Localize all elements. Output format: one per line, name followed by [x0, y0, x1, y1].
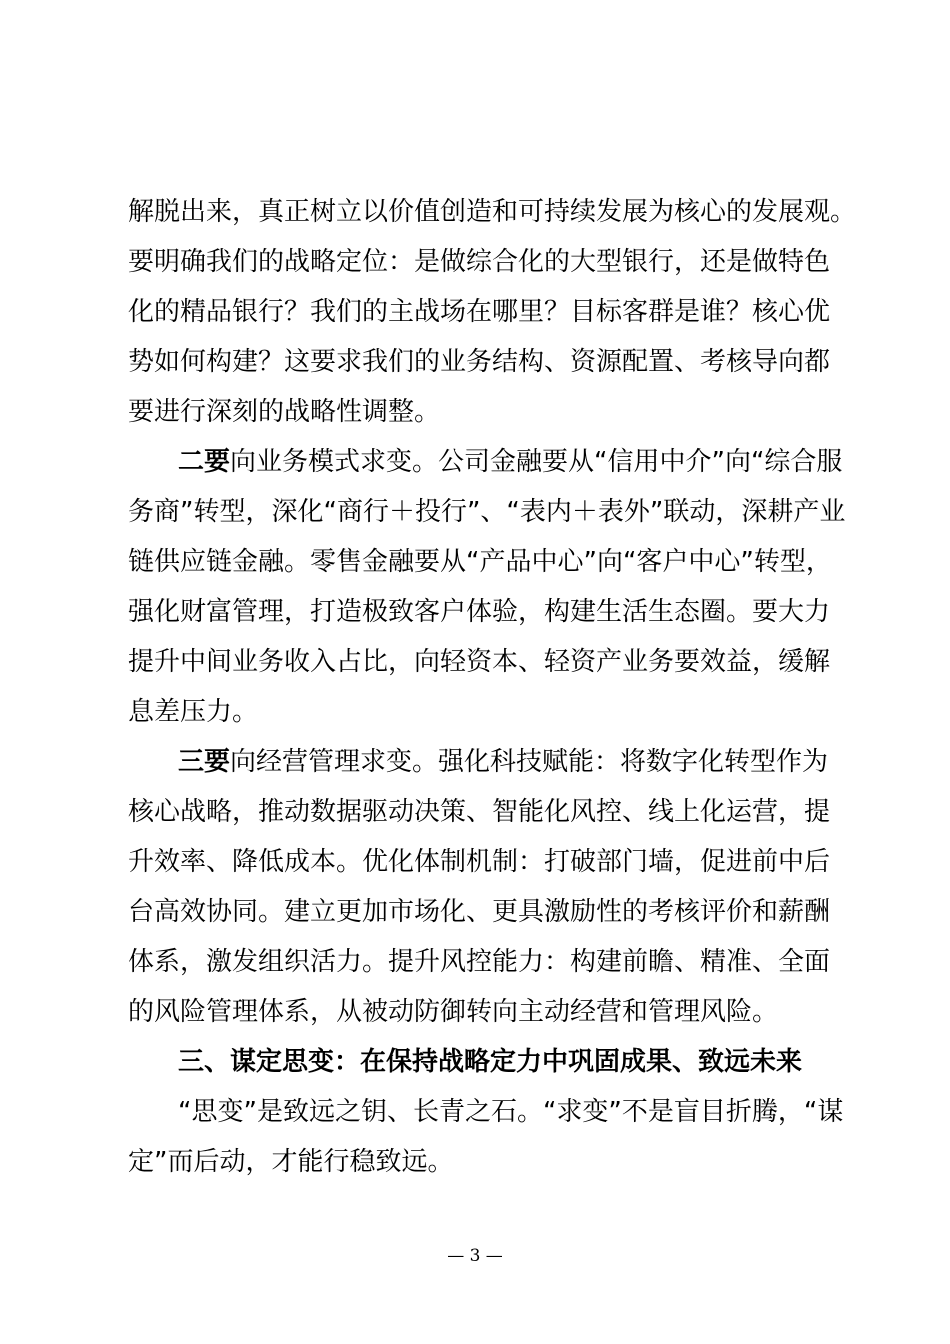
paragraph-first-line: “思变”是致远之钥、长青之石。“求变”不是盲目折腾，“谋: [178, 1097, 844, 1127]
body-line: 定”而后动，才能行稳致远。: [128, 1147, 454, 1177]
body-line: 链供应链金融。零售金融要从“产品中心”向“客户中心”转型，: [128, 547, 832, 577]
body-line: 强化财富管理，打造极致客户体验，构建生活生态圈。要大力: [128, 597, 831, 627]
body-line: 势如何构建？这要求我们的业务结构、资源配置、考核导向都: [128, 347, 831, 377]
page-number: — 3 —: [447, 1246, 503, 1266]
paragraph-first-text: 向经营管理求变。强化科技赋能：将数字化转型作为: [230, 747, 829, 777]
body-line: 务商”转型，深化“商行＋投行”、“表内＋表外”联动，深耕产业: [128, 497, 846, 527]
body-line: 提升中间业务收入占比，向轻资本、轻资产业务要效益，缓解: [128, 647, 831, 677]
body-line: 要进行深刻的战略性调整。: [128, 397, 441, 427]
paragraph-first-line: [178, 442, 848, 482]
body-line: 体系，激发组织活力。提升风控能力：构建前瞻、精准、全面: [128, 947, 831, 977]
paragraph-first-text: 向业务模式求变。公司金融要从“信用中介”向“综合服: [230, 447, 843, 477]
section-heading: 三、谋定思变：在保持战略定力中巩固成果、致远未来: [178, 1047, 803, 1077]
body-line: 息差压力。: [128, 697, 259, 727]
body-line: 升效率、降低成本。优化体制机制：打破部门墙，促进前中后: [128, 847, 831, 877]
body-line: 的风险管理体系，从被动防御转向主动经营和管理风险。: [128, 997, 779, 1027]
body-line: 解脱出来，真正树立以价值创造和可持续发展为核心的发展观。: [128, 197, 857, 227]
body-line: 要明确我们的战略定位：是做综合化的大型银行，还是做特色: [128, 247, 831, 277]
body-line: 台高效协同。建立更加市场化、更具激励性的考核评价和薪酬: [128, 897, 831, 927]
paragraph-lead: 三要: [178, 747, 231, 777]
body-line: 核心战略，推动数据驱动决策、智能化风控、线上化运营，提: [128, 797, 831, 827]
paragraph-first-line: [178, 742, 848, 782]
body-line: 化的精品银行？我们的主战场在哪里？目标客群是谁？核心优: [128, 297, 831, 327]
paragraph-lead: 二要: [178, 447, 231, 477]
